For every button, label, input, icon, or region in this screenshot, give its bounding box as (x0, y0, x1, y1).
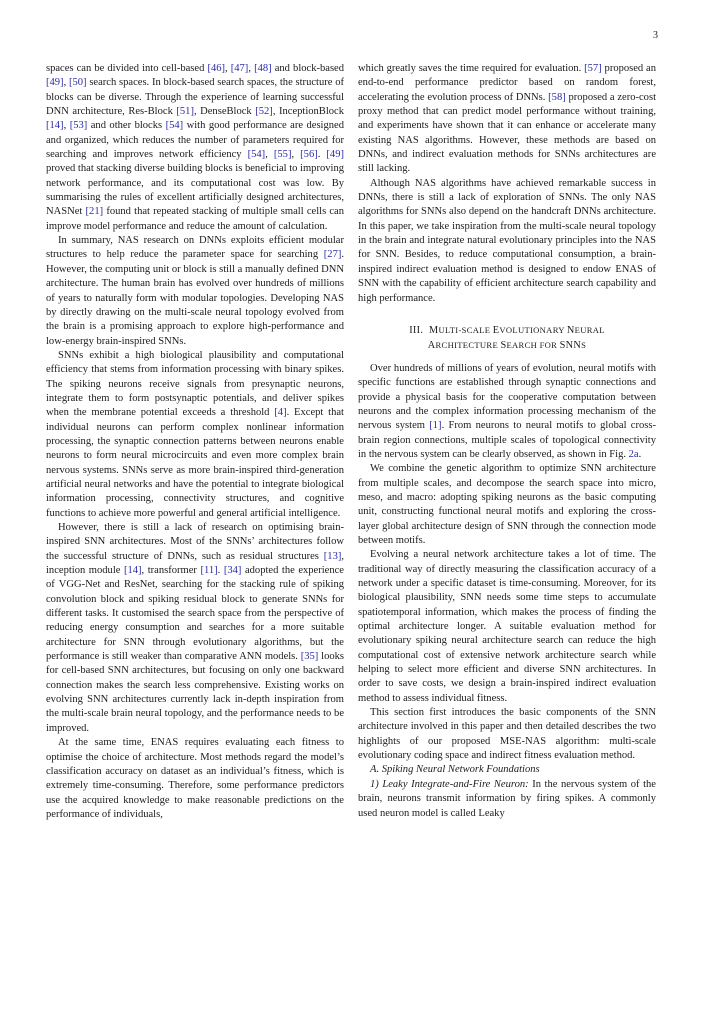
heading-cap: A (427, 339, 436, 351)
text: . However, the computing unit or block is still a manually defined DNN architecture. The human brain has evolved over hundreds of millions of years to naturally form with modular topologies. Developing NAS by directly drawing on the multi-scale neural topology evolved from the brain is a promising approach to explore high-performance and low-energy brain-inspired SNNs. (46, 249, 344, 347)
citation-link[interactable]: [57] (584, 63, 602, 74)
citation-link[interactable]: [11] (200, 565, 218, 577)
paragraph (358, 177, 656, 306)
left-column (46, 62, 344, 822)
citation-link[interactable]: [21] (85, 206, 104, 218)
text: . From neurons to neural motifs to global cross-brain region connections, multiple scales of topological connectivity in the nervous system can be clearly observed, as shown in Fig. (358, 420, 656, 460)
text: spaces can be divided into cell-based (46, 63, 208, 74)
citation-link[interactable]: [50] (68, 77, 87, 89)
heading-cap: S (500, 339, 507, 351)
citation-link[interactable]: [51] (176, 106, 194, 118)
paragraph (358, 62, 656, 177)
heading-smallcaps: S (581, 339, 587, 350)
heading-cap: M (429, 324, 439, 336)
citation-link[interactable]: [1] (429, 420, 442, 432)
heading-cap: E (492, 324, 500, 336)
text: , (63, 120, 70, 132)
citation-link[interactable]: [54] (165, 120, 184, 132)
text: , (225, 63, 231, 74)
paragraph (46, 521, 344, 736)
citation-link[interactable]: [35] (300, 651, 319, 663)
paragraph (358, 548, 656, 706)
text: We combine the genetic algorithm to optimize SNN architecture from multiple scales, and decompose the search space into micro, meso, and macro: adopting spiking neurons as the basic computing unit, constructing functional neural motifs and exploring the cross-layer global architecture design of SNN through the connection mode between motifs. (358, 463, 656, 546)
text: Although NAS algorithms have achieved remarkable success in DNNs, there is still a lack of exploration of SNNs. The only NAS algorithms for SNNs also depend on the handcraft DNNs architecture. In this paper, we take inspiration from the multi-scale neural topology in the brain and integrate natural evolutionary principles into the NAS for SNN. Besides, to reduce computational consumption, a brain-inspired indirect evaluation method is designed to endow ENAS of SNN with the capability of efficient architecture search capability and high performance. (358, 177, 656, 304)
citation-link[interactable]: [27] (323, 249, 342, 261)
text: However, there is still a lack of research on optimising brain-inspired SNN architectures. Most of the SNNs’ architectures follow the successful structure of DNNs, such as residual structures (46, 522, 344, 562)
text: search spaces. In block-based search spaces, the structure of blocks can be diverse. Through the experience of learning successful DNN architecture, Res-Block (46, 77, 344, 118)
text: This section first introduces the basic components of the SNN architecture involved in this paper and then detailed describes the two highlights of our proposed MSE-NAS algorithm: multi-scale evolutionary coding space and indirect fitness evaluation method. (358, 707, 656, 762)
text: proposed an end-to-end performance predictor based on random forest, accelerating the evolution process of DNNs. (358, 63, 656, 103)
text: which greatly saves the time required for evaluation. (358, 63, 585, 74)
heading-cap: N (566, 324, 575, 336)
citation-link[interactable]: [52] (255, 106, 273, 118)
citation-link[interactable]: [48] (254, 63, 272, 74)
heading-smallcaps: RCHITECTURE (435, 339, 501, 350)
citation-link[interactable]: [49] (46, 77, 64, 89)
paragraph (358, 706, 656, 763)
paragraph (358, 362, 656, 462)
citation-link[interactable]: [56] (300, 149, 318, 161)
text: , inception module (46, 550, 344, 577)
paragraph (46, 736, 344, 822)
heading-smallcaps: EARCH FOR (506, 339, 560, 350)
heading-smallcaps: EURAL (574, 324, 605, 335)
text: , InceptionBlock (272, 106, 345, 118)
paragraph (46, 234, 344, 349)
citation-link[interactable]: [14] (123, 565, 142, 577)
text: . (638, 448, 642, 460)
text: and block-based (271, 63, 344, 74)
heading-cap: SNN (559, 339, 582, 351)
citation-link[interactable]: [58] (548, 91, 566, 103)
heading-smallcaps: ULTI-SCALE (438, 324, 493, 335)
text: found that repeated stacking of multiple small cells can improve model performance and reduce the amount of calculation. (46, 206, 345, 232)
text: Over hundreds of millions of years of evolution, neural motifs with specific functions are established through synaptic connections and provide a physical basis for the cooperative computation between neurons and the complex information processing mechanism of the nervous system (358, 362, 656, 432)
text: with good performance are designed and organized, which reduces the number of parameters required for searching and improves network efficiency (46, 120, 344, 161)
paragraph (46, 62, 344, 234)
citation-link[interactable]: [13] (323, 550, 342, 562)
text: looks for cell-based SNN architectures, but focusing on only one backward connection makes the search less comprehensive. Existing works on evolving SNN architectures currently lack in-depth inspiration from the multi-scale brain neural topology, and the performance needs to be improved. (46, 651, 344, 734)
text: In summary, NAS research on DNNs exploits efficient modular structures to help reduce the parameter space for searching (46, 235, 344, 261)
text: , transformer (141, 565, 201, 577)
paragraph (358, 778, 656, 821)
citation-link[interactable]: [55] (273, 149, 292, 161)
section-number: III. (409, 324, 424, 336)
text: . (217, 565, 224, 577)
text: and other blocks (87, 120, 166, 132)
paragraph (46, 349, 344, 521)
figure-link[interactable]: 2a (628, 448, 639, 460)
subsection-heading: A. Spiking Neural Network Foundations (370, 764, 540, 776)
text: adopted the experience of VGG-Net and ResNet, searching for the stacking rule of spiking convolution block and spiking residual block to generate SNNs for different tasks. It customised the search space from the perspective of reducing energy consumption and searches for a more suitable architecture for SNN through evolutionary algorithms, but the performance is still weaker than comparative ANN models. (46, 565, 344, 663)
text: SNNs exhibit a high biological plausibility and computational efficiency that stems from information processing with binary spikes. The spiking neurons receive signals from presynaptic neurons, integrate them to form postsynaptic potentials, and deliver spikes when the membrane potential exceeds a threshold (46, 349, 344, 419)
citation-link[interactable]: [54] (247, 149, 266, 161)
citation-link[interactable]: [46] (207, 63, 226, 74)
text: , (248, 63, 255, 74)
text: . Except that individual neurons can perform complex nonlinear information processing, the synaptic connection patterns between neurons enable neurons to form neural microcircuits and even more complex brain nervous systems. SNNs serve as more brain-inspired third-generation artificial neural networks and have the potential to integrate biological information processing, connectivity structures, and cognitive functions to achieve more powerful and general artificial intelligence. (46, 407, 344, 519)
text: proposed a zero-cost proxy method that can predict model performance without training, and experiments have shown that it can enhance or accelerate many existing NAS algorithms. However, these methods are based on DNNs, and indirect evaluation methods for SNNs architectures are still lacking. (358, 91, 656, 175)
paragraph (358, 462, 656, 548)
citation-link[interactable]: [53] (69, 120, 88, 132)
citation-link[interactable]: [34] (223, 565, 242, 577)
text: At the same time, ENAS requires evaluating each fitness to optimise the choice of architecture. Most methods regard the model’s classification accuracy on dataset as an individual’s fitness, which is extremely time-consuming. Therefore, some performance predictors use the acquired knowledge to make reasonable predictions on the performance of individuals, (46, 737, 344, 820)
subsubsection-title: 1) Leaky Integrate-and-Fire Neuron: (370, 778, 529, 790)
text: , (291, 149, 301, 161)
citation-link[interactable]: [47] (230, 63, 249, 74)
heading-smallcaps: VOLUTIONARY (499, 324, 567, 335)
right-column (358, 62, 656, 821)
text: Evolving a neural network architecture takes a lot of time. The traditional way of directly measuring the classification accuracy of a network under a specific dataset is time-consuming. Moreover, for its biological plausibility, SNN needs some time steps to accumulate spatiotemporal information, which makes the process of finding the optimal architecture longer. A suitable evaluation method for evolutionary spiking neural architecture search can reduce the high computational cost of extensive network architecture search while helping to select more efficient and diverse SNN architectures. In order to save costs, we design a brain-inspired indirect evaluation method to assess individual fitness. (358, 549, 656, 704)
text: In the nervous system of the brain, neurons transmit information by firing spikes. A commonly used neuron model is called Leaky (358, 778, 656, 819)
text: , (265, 149, 274, 161)
citation-link[interactable]: [14] (46, 120, 64, 132)
text: . (317, 149, 327, 161)
section-heading (358, 323, 656, 353)
citation-link[interactable]: [4] (274, 407, 287, 419)
text: , DenseBlock (193, 106, 256, 118)
text: proved that stacking diverse building blocks is beneficial to improving network performance, and its computational cost was low. By summarising the rules of excellent artificially designed architectures, NASNet (46, 163, 344, 218)
page-number: 3 (653, 30, 658, 41)
citation-link[interactable]: [49] (326, 149, 344, 161)
text: , (63, 77, 69, 89)
